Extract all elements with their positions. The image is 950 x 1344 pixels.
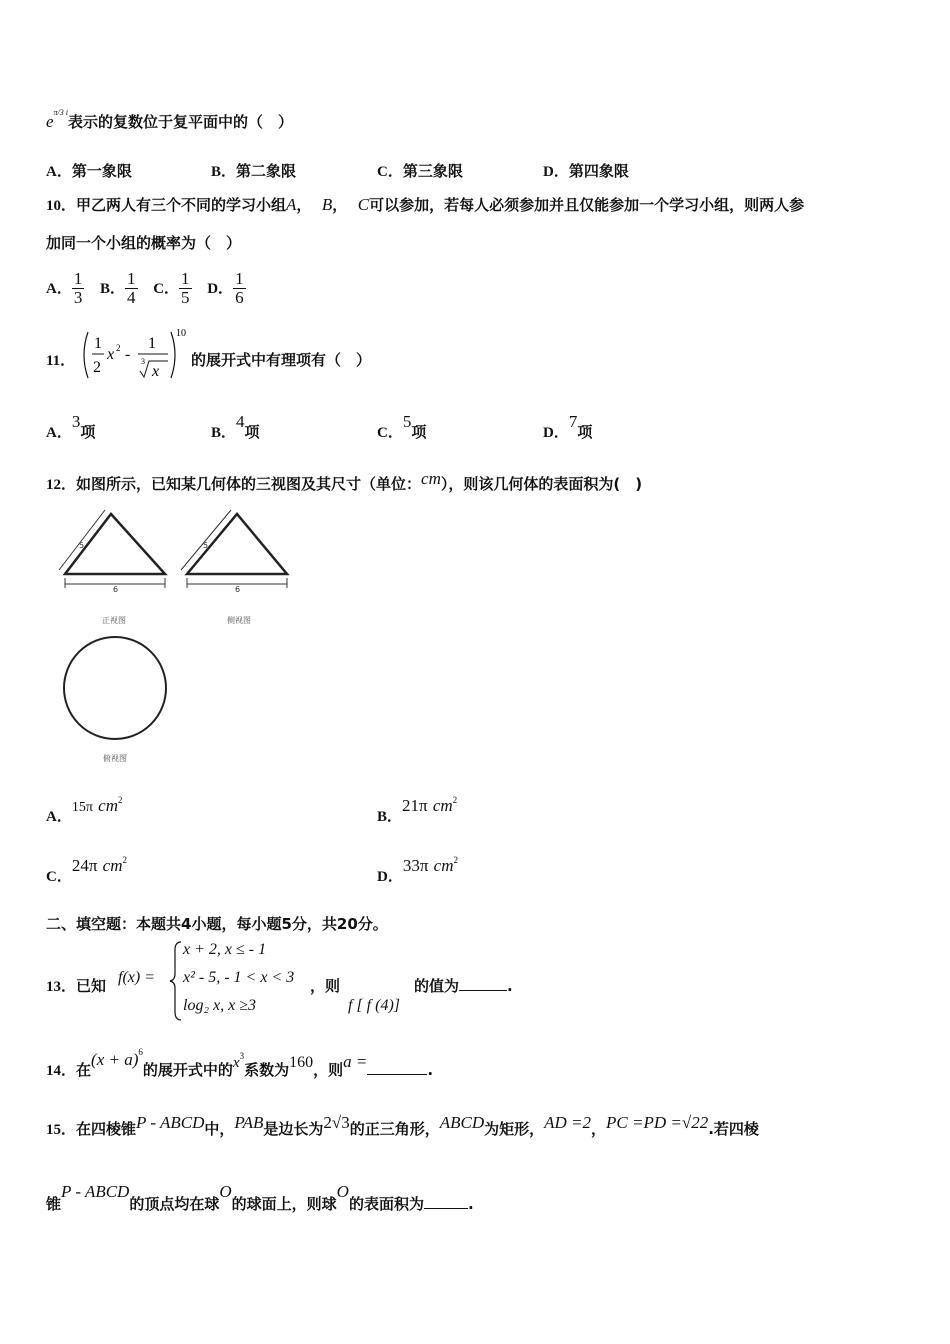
q13-case2: x² - 5, - 1 < x < 3: [183, 969, 295, 986]
svg-text:1: 1: [94, 335, 102, 352]
side-view: [181, 510, 287, 594]
q10-options: [46, 268, 246, 309]
q12-option-a[interactable]: A．15π $cm^2$: [46, 795, 123, 825]
top-view-label: 俯视图: [103, 754, 127, 763]
svg-text:1: 1: [148, 335, 156, 352]
q11-binomial-expression: [78, 326, 198, 384]
q13-stem-end: 的值为 .: [414, 977, 513, 995]
q11-number: 11．: [46, 353, 76, 369]
q9-expr-exp: π/3 i: [53, 108, 68, 117]
q12-three-views-figure: [55, 508, 305, 770]
svg-text:2: 2: [116, 343, 121, 353]
q13-stem-start: 13．已知: [46, 977, 107, 995]
q14-stem: 14．在$(x + a)^6$的展开式中的$x^3$系数为160，则a = .: [46, 1047, 434, 1079]
svg-text:x: x: [152, 363, 160, 380]
q9-stem: [46, 108, 294, 135]
q10-option-d[interactable]: D． $\frac{1}{6}$: [207, 269, 244, 307]
q13-brace: [169, 940, 183, 1022]
q9-expr-base: e: [46, 112, 54, 131]
svg-text:2: 2: [93, 359, 101, 376]
svg-text:6: 6: [113, 585, 119, 594]
q12-option-b[interactable]: B．21π $cm^2$: [377, 795, 458, 825]
q15-stem-line1: 15．在四棱锥P - ABCD中，PAB是边长为2√3的正三角形，ABCD为矩形，AD =2，PC =PD =√22.若四棱: [46, 1113, 759, 1138]
q9-option-d[interactable]: D．第四象限: [543, 162, 629, 180]
q9-stem-text: 表示的复数位于复平面中的（ ）: [68, 113, 294, 131]
q15-stem-line2: 锥P - ABCD的顶点均在球O的球面上，则球O的表面积为 .: [46, 1182, 474, 1213]
q10-option-b[interactable]: B． $\frac{1}{4}$: [100, 269, 136, 307]
section2-title: 二、填空题：本题共4小题，每小题5分，共20分。: [46, 915, 388, 933]
q12-stem: 12．如图所示，已知某几何体的三视图及其尺寸（单位：cm），则该几何体的表面积为( ): [46, 469, 643, 493]
q10-stem-line2: 加同一个小组的概率为（ ）: [46, 234, 242, 252]
q12-option-d[interactable]: D．33π $cm^2$: [377, 855, 458, 885]
q15-answer-blank[interactable]: [424, 1194, 468, 1209]
q13-fx: f(x) =: [118, 969, 155, 986]
svg-text:5: 5: [79, 541, 85, 550]
q9-option-c[interactable]: C．第三象限: [377, 162, 463, 180]
q11-option-d[interactable]: D．7项: [543, 412, 593, 441]
q10-number: 10．: [46, 198, 77, 214]
q9-option-a[interactable]: A．第一象限: [46, 162, 132, 180]
q10-option-a[interactable]: A． $\frac{1}{3}$: [46, 269, 83, 307]
q10-stem-line1: 10．甲乙两人有三个不同的学习小组A， B， C可以参加，若每人必须参加并且仅能参加一个学习小组，则两人参: [46, 195, 805, 214]
q11-option-c[interactable]: C．5项: [377, 412, 427, 441]
q13-sep: ，则: [310, 977, 341, 995]
q10-option-c[interactable]: C． $\frac{1}{5}$: [153, 269, 190, 307]
q11-stem: 的展开式中有理项有（ ）: [191, 351, 372, 369]
q13-ff: f [ f (4)]: [348, 997, 400, 1014]
side-view-label: 侧视图: [227, 616, 251, 625]
q13-case1: x + 2, x ≤ - 1: [183, 941, 267, 958]
q13-answer-blank[interactable]: [459, 976, 507, 991]
q11-option-a[interactable]: A．3项: [46, 412, 96, 441]
front-view-label: 正视图: [102, 616, 126, 625]
q9-option-b[interactable]: B．第二象限: [211, 162, 297, 180]
svg-text:6: 6: [235, 585, 241, 594]
q14-answer-blank[interactable]: [367, 1060, 427, 1075]
q13-case3: log₂ x, x ≥3: [183, 997, 256, 1014]
top-view-circle: [64, 637, 166, 739]
svg-text:x: x: [107, 346, 115, 363]
svg-text:5: 5: [203, 541, 209, 550]
q11-exponent: 10: [176, 328, 186, 339]
q11-option-b[interactable]: B．4项: [211, 412, 260, 441]
front-view: [59, 510, 165, 594]
svg-text:-: -: [125, 346, 131, 363]
svg-text:3: 3: [141, 357, 145, 366]
q12-option-c[interactable]: C．24π $cm^2$: [46, 855, 127, 885]
